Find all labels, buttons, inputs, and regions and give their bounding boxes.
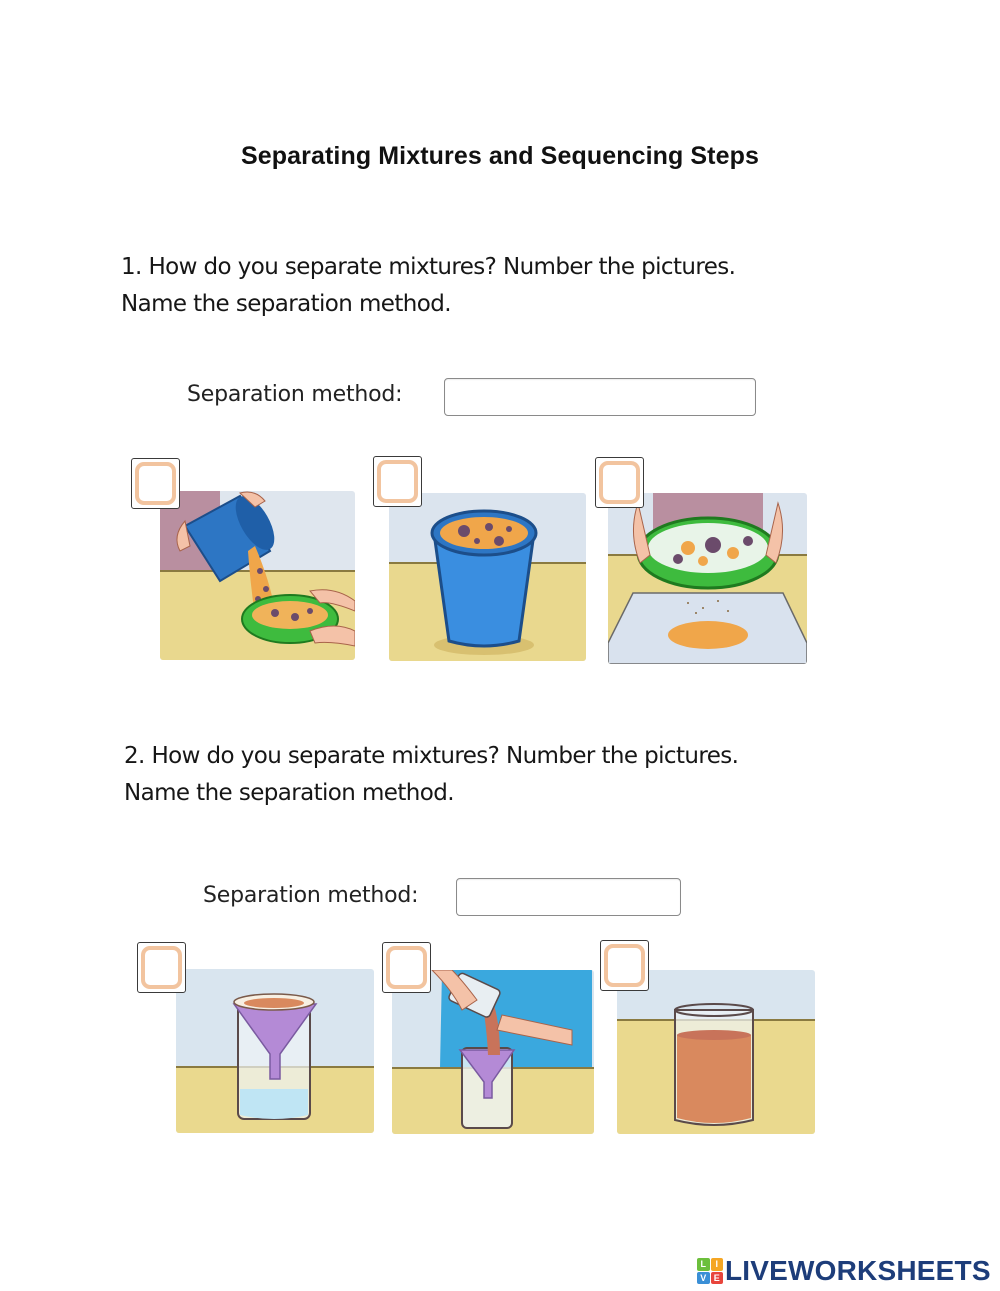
- logo-letter-e: E: [711, 1272, 724, 1285]
- q1-picture-1-pouring-into-sieve: [160, 491, 355, 660]
- sieving-illustration: [608, 493, 807, 664]
- logo-letter-v: V: [697, 1272, 710, 1285]
- question-2-line-2: Name the separation method.: [124, 780, 454, 806]
- question-2-method-label: Separation method:: [203, 883, 419, 908]
- logo-letter-l: L: [697, 1258, 710, 1271]
- liveworksheets-logo-icon: [697, 1258, 723, 1284]
- q1-picture-2-number-box[interactable]: [373, 456, 422, 507]
- question-1-method-label: Separation method:: [187, 382, 403, 407]
- filtered-water-illustration: [176, 969, 374, 1133]
- muddy-beaker-illustration: [617, 970, 815, 1134]
- q1-picture-2-number-input[interactable]: [377, 460, 418, 503]
- question-1-method-input[interactable]: [444, 378, 756, 416]
- q1-picture-3-sieving: [608, 493, 807, 664]
- q2-picture-2-number-input[interactable]: [386, 946, 427, 989]
- q2-picture-1-number-input[interactable]: [141, 946, 182, 989]
- q2-picture-2-pouring-into-funnel: [392, 970, 594, 1134]
- pouring-sieve-illustration: [160, 491, 355, 660]
- worksheet-title: Separating Mixtures and Sequencing Steps: [240, 142, 759, 170]
- question-1-prompt: [121, 249, 735, 323]
- q2-picture-3-number-input[interactable]: [604, 944, 645, 987]
- question-1-line-1: 1. How do you separate mixtures? Number the pictures.: [121, 254, 736, 280]
- question-1-line-2: Name the separation method.: [121, 291, 451, 317]
- liveworksheets-brand: [697, 1256, 991, 1286]
- question-2-line-1: 2. How do you separate mixtures? Number the pictures.: [124, 743, 739, 769]
- q1-picture-2-bucket-mixture: [389, 493, 586, 661]
- q1-picture-1-number-input[interactable]: [135, 462, 176, 505]
- bucket-mixture-illustration: [389, 493, 586, 661]
- q2-picture-1-number-box[interactable]: [137, 942, 186, 993]
- question-2-prompt: [124, 738, 738, 812]
- liveworksheets-wordmark: LIVEWORKSHEETS: [725, 1255, 991, 1286]
- q2-picture-1-filtered-water: [176, 969, 374, 1133]
- q1-picture-3-number-box[interactable]: [595, 457, 644, 508]
- q2-picture-2-number-box[interactable]: [382, 942, 431, 993]
- question-2-method-input[interactable]: [456, 878, 681, 916]
- q2-picture-3-number-box[interactable]: [600, 940, 649, 991]
- q1-picture-1-number-box[interactable]: [131, 458, 180, 509]
- q1-picture-3-number-input[interactable]: [599, 461, 640, 504]
- logo-letter-i: I: [711, 1258, 724, 1271]
- q2-picture-3-muddy-water-beaker: [617, 970, 815, 1134]
- pouring-funnel-illustration: [392, 970, 594, 1134]
